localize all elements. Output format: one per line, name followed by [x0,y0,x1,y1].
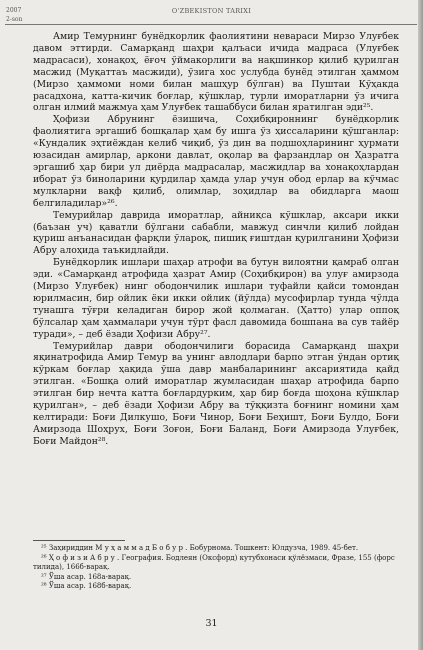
footnote: ²⁶ Ҳ о ф и з и А б р у . География. Бодлеян (Оксфорд) кутубхонаси қўлёзмаси, Фразе, 155 (форс тилида), 166б-варақ. [33,553,395,572]
paragraph: Темурийлар даври ободончилиги борасида Самарқанд шаҳри яқинатрофида Амир Темур ва унинг авлодлари барпо этган ўндан ортиқ кўркам боғлар ҳақида ўша давр манбаларининг аксариятида қайд этилган. «Бошқа олий иморатлар жумласидан шаҳар атрофида барпо этилган бир нечта катта боғлардурким, ҳар бир боғда шоҳона кўшклар қурилган», – деб ёзади Ҳофизи Абру ва тўққизта боғнинг номини ҳам келтиради: Боғи Дилкушо, Боғи Чинор, Боғи Беҳишт, Боғи Булдо, Боғи Амирзода Шоҳрух, Боғи Зоғон, Боғи Баланд, Боғи Амирзода Улуғбек, Боғи Майдон²⁸. [33,340,399,447]
article-body [33,31,399,448]
paragraph: Бунёдкорлик ишлари шаҳар атрофи ва бутун вилоятни қамраб олган эди. «Самарқанд атрофида ҳазрат Амир (Соҳибқирон) ва улуғ амирзода (Мирзо Улуғбек) нинг ободончилик ишлари туфайли қайси томондан юрилмасин, бир ойлик ёки икки ойлик (йўлда) мусофирлар тунда чўлда тунашга тўғри келадиган бирор жой қолмаган. (Ҳатто) улар оппоқ бўлсалар ҳам ҳаммалари учун тўрт фасл давомида бошпана ва сув тайёр туради», – деб ёзади Ҳофизи Абру²⁷. [33,257,399,340]
footnote: ²⁵ Заҳириддин М у ҳ а м м а д Б о б у р . Бобурнома. Тошкент: Юлдузча, 1989. 45-бет. [41,544,359,552]
header-issue: 2-son [6,16,23,23]
scan-edge [418,0,423,650]
running-title: O'ZBEKISTON TARIXI [171,7,252,15]
footnote-rule [33,540,125,541]
paragraph: Темурийлар даврида иморатлар, айниқса кўшклар, аксари икки (баъзан уч) қаватли бўлгани сабабли, мавжуд синчли қилиб лойдан қуриш анъанасидан фарқли ўлароқ, пишиқ ғиштдан қурилганини Ҳофизи Абру алоҳида таъкидлайди. [33,209,399,257]
paragraph: Ҳофизи Абрунинг ёзишича, Соҳибқироннинг бунёдкорлик фаолиятига эргашиб бошқалар ҳам бу ишга ўз ҳиссаларини қўшганлар: «Кундалик эҳтиёждан келиб чиқиб, ўз дин ва подшоҳларининг ҳурмати юзасидан амирлар, аркони давлат, оқолар ва фарзандлар он Ҳазратга эргашиб ҳар бири ул диёрда мадрасалар, масжидлар ва хонақоҳлардан иборат ўз биноларини қурдилар ҳамда улар учун обод ерлар ва кўчмас мулкларни вақф қилиб, олимлар, зоҳидлар ва обидларга маош белгиладилар»²⁶. [33,114,399,209]
footnote: ²⁸ Ўша асар. 168б-варақ. [41,582,132,591]
paragraph: Амир Темурнинг бунёдкорлик фаолиятини невараси Мирзо Улуғбек давом эттирди. Самарқанд шаҳри қалъаси ичида мадраса (Улуғбек мадрасаси), хонақоҳ, ёғоч ўймакорлиги ва нақшинкор қилиб қурилган масжид (Муқаттаъ масжиди), ўзига хос услубда бунёд этилган ҳаммом (Мирзо ҳаммоми номи билан машҳур бўлган) ва Пуштаи Кўҳакда расадхона, катта-кичик боғлар, кўшклар, турли иморатларни ўз ичига олган илмий мажмуа ҳам Улуғбек ташаббуси билан яратилган эди²⁵. [33,31,399,114]
header-rule [5,24,417,25]
footnotes [33,544,399,592]
footnote: ²⁷ Ўша асар. 168а-варақ. [41,572,132,581]
header-year: 2007 [6,7,22,14]
page-number: 31 [205,618,218,629]
